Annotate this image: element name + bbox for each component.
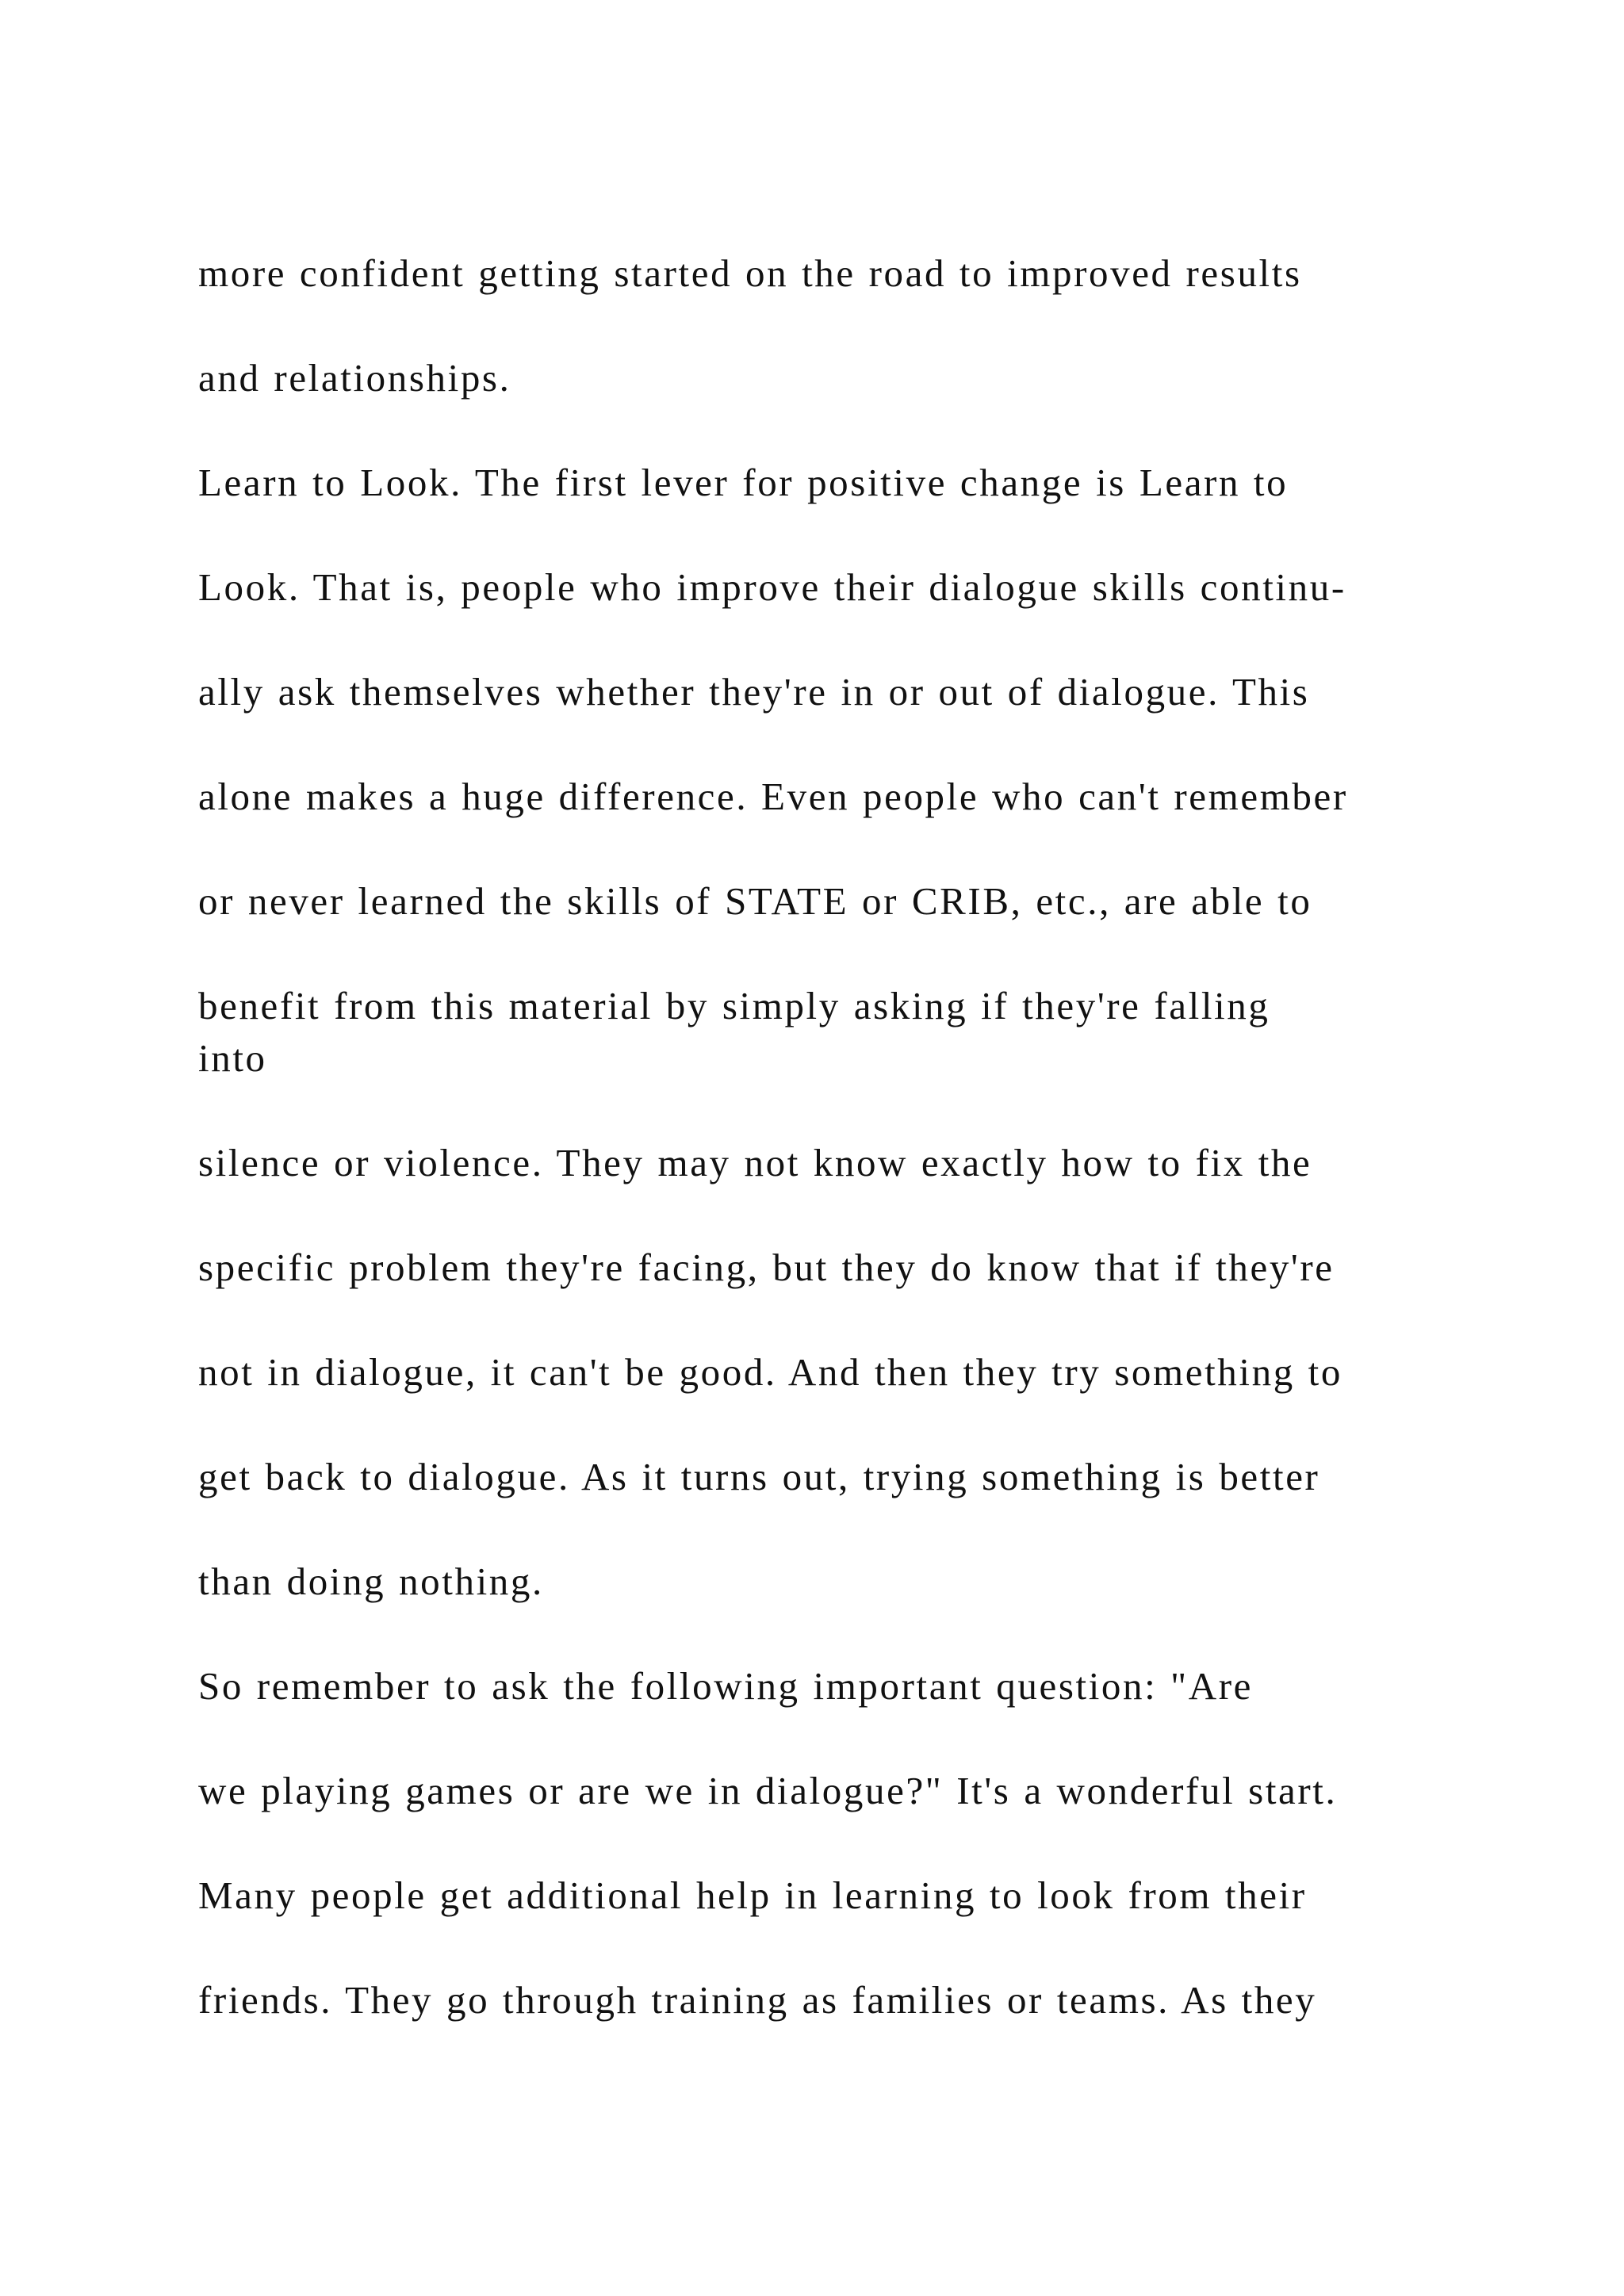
text-line-18: friends. They go through training as families or teams. As they <box>198 1978 1317 2022</box>
text-line-12: not in dialogue, it can't be good. And then they try something to <box>198 1350 1342 1394</box>
text-line-13: get back to dialogue. As it turns out, trying something is better <box>198 1455 1320 1498</box>
text-line-8: benefit from this material by simply asking if they're falling <box>198 984 1270 1027</box>
text-line-6: alone makes a huge difference. Even people who can't remember <box>198 775 1348 818</box>
text-line-16: we playing games or are we in dialogue?" It's a wonderful start. <box>198 1769 1338 1812</box>
text-line-11: specific problem they're facing, but they do know that if they're <box>198 1246 1335 1289</box>
text-line-1: more confident getting started on the road to improved results <box>198 251 1302 295</box>
text-line-17: Many people get additional help in learning to look from their <box>198 1873 1307 1917</box>
text-line-7: or never learned the skills of STATE or CRIB, etc., are able to <box>198 879 1312 923</box>
text-line-4: Look. That is, people who improve their dialogue skills continu- <box>198 565 1346 609</box>
text-line-9: into <box>198 1036 267 1080</box>
text-line-5: ally ask themselves whether they're in or out of dialogue. This <box>198 670 1310 714</box>
text-line-14: than doing nothing. <box>198 1559 544 1603</box>
text-line-10: silence or violence. They may not know exactly how to fix the <box>198 1141 1312 1184</box>
text-line-2: and relationships. <box>198 356 511 400</box>
text-line-3: Learn to Look. The first lever for positive change is Learn to <box>198 461 1289 504</box>
text-line-15: So remember to ask the following important question: "Are <box>198 1664 1254 1708</box>
